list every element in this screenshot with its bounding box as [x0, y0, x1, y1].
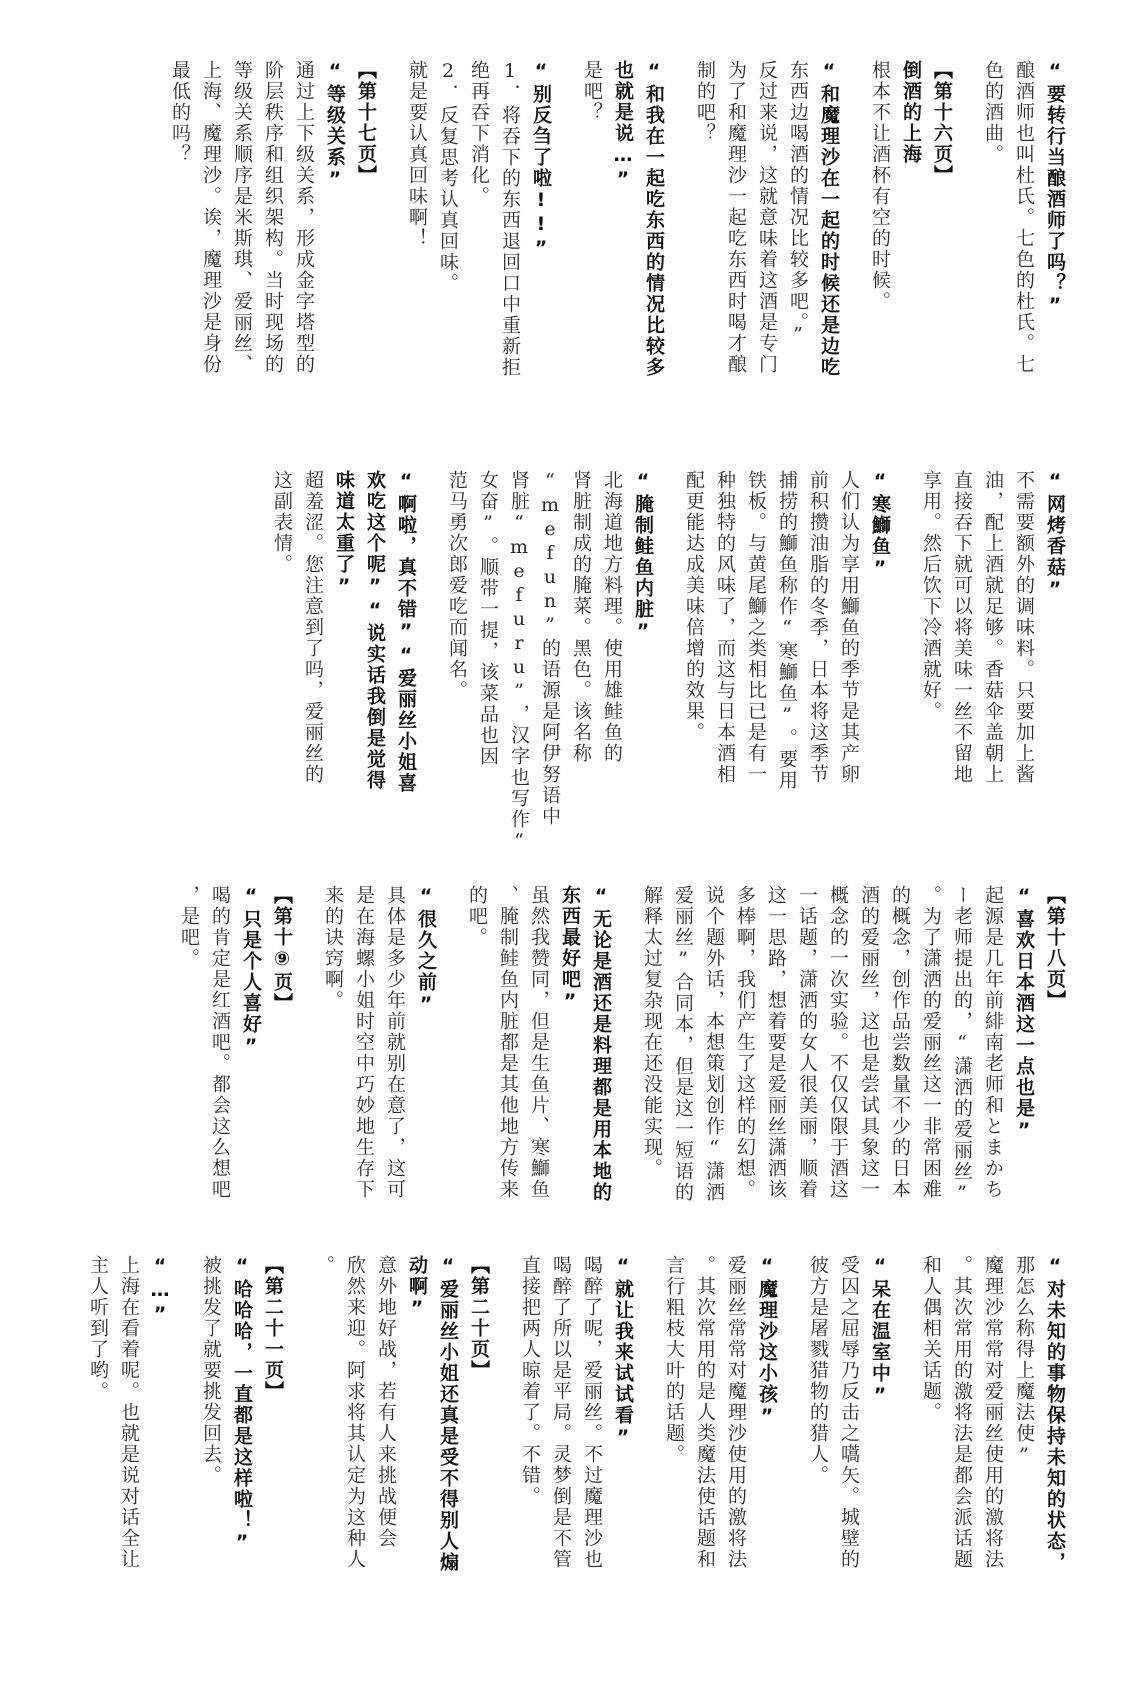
body-line: 色的酒曲。 — [982, 60, 1004, 165]
annotation-block — [658, 1255, 782, 1645]
body-line: 喝醉了所以是平局。灵梦倒是不管 — [550, 1255, 572, 1570]
body-line: 是吧？ — [581, 60, 603, 123]
annotation-block — [802, 1255, 895, 1645]
annotation-block — [173, 885, 297, 1270]
annotation-block — [915, 470, 1070, 880]
body-line: 具体是多少年前就别在意了，这可 — [384, 885, 406, 1200]
annotation-block — [308, 1255, 494, 1645]
body-line: 肾脏制成的腌菜。黑色。该名称 — [570, 470, 592, 764]
body-line: 捕捞的鰤鱼称作“寒鰤鱼”。要用 — [776, 470, 798, 791]
heading-line: “和我在一起吃东西的情况比较多 — [643, 60, 665, 378]
heading-line: “魔理沙这小孩” — [756, 1255, 778, 1429]
body-line: 喝醉了呢，爱丽丝。不过魔理沙也 — [581, 1255, 603, 1570]
body-line: 为了和魔理沙一起吃东西时喝才酿 — [725, 60, 747, 375]
body-line: 来的诀窍啊。 — [322, 885, 344, 1011]
body-line: 酿酒师也叫杜氏。七色的杜氏。七 — [1013, 60, 1035, 375]
body-line: 范马勇次郎爱吃而闻名。 — [446, 470, 468, 701]
annotation-block — [977, 60, 1070, 480]
body-line: 言行粗枝大叶的话题。 — [663, 1255, 685, 1465]
body-line: 彼方是屠戮猎物的猎人。 — [807, 1255, 829, 1486]
heading-line: “就让我来试试看” — [612, 1255, 634, 1450]
heading-line: 【第十八页】 — [1044, 885, 1066, 1011]
body-line: 种独特的风味了，而这与日本酒相 — [714, 470, 736, 785]
body-line: 被挑发了就要挑发回去。 — [200, 1255, 222, 1486]
body-line: 喝的肯定是红酒吧。都会这么想吧 — [209, 885, 231, 1200]
heading-line: “哈哈哈，一直都是这样啦！” — [231, 1255, 253, 1555]
body-line: 北海道地方料理。使用雄鲑鱼的 — [601, 470, 623, 764]
body-line: 直接把两人晾着了。不错。 — [519, 1255, 541, 1507]
annotation-block — [514, 1255, 638, 1645]
body-line: 和人偶相关话题。 — [920, 1255, 942, 1423]
heading-line: 【第十七页】 — [355, 60, 377, 186]
heading-line: 也就是说…” — [612, 60, 634, 192]
text-band-lower — [87, 1255, 1070, 1645]
heading-line: 倒酒的上海 — [900, 60, 922, 165]
heading-line: 东西最好吧” — [559, 885, 581, 1014]
body-line: 这一思路，想着要是爱丽丝潇洒该 — [765, 885, 787, 1200]
body-line: 这副表情。 — [271, 470, 293, 575]
heading-line: 【第二十一页】 — [262, 1255, 284, 1402]
body-line: 上海在看着呢。也就是说对话全让 — [118, 1255, 140, 1570]
body-line: 根本不让酒杯有空的时候。 — [869, 60, 891, 312]
text-band-upper — [169, 60, 1070, 480]
body-line: 说个题外话，本想策划创作“潇洒 — [703, 885, 725, 1203]
body-line: 酒的爱丽丝，这也是尝试具象这一 — [858, 885, 880, 1200]
heading-line: “爱丽丝小姐还真是受不得别人煽 — [437, 1255, 459, 1573]
annotation-block — [82, 1255, 175, 1645]
body-line: 东西边喝酒的情况比较多吧。” — [787, 60, 809, 348]
heading-line: “对未知的事物保持未知的状态， — [1044, 1255, 1066, 1573]
body-line: 那怎么称得上魔法使” — [1013, 1255, 1035, 1468]
body-line: 欣然来迎。阿求将其认定为这种人 — [344, 1255, 366, 1570]
heading-line: 【第十⑨页】 — [271, 885, 293, 1014]
annotation-block — [636, 885, 1070, 1270]
body-line: 反过来说，这就意味着这酒是专门 — [756, 60, 778, 375]
body-line: 。为了潇洒的爱丽丝这一非常困难 — [920, 885, 942, 1200]
body-line: 就是要认真回味啊！ — [406, 60, 428, 249]
body-line: “mefun”的语源是阿伊努语中 — [539, 470, 561, 827]
body-line: 1．将吞下的东西退回口中重新拒 — [499, 60, 521, 378]
heading-line: “等级关系” — [324, 60, 346, 192]
body-line: 起源是几年前緋南老师和とまかち — [982, 885, 1004, 1200]
body-line: 。其次常用的是人类魔法使话题和 — [694, 1255, 716, 1570]
annotation-block — [461, 885, 616, 1270]
body-line: 虽然我赞同，但是生鱼片、寒鰤鱼 — [528, 885, 550, 1200]
body-line: 魔理沙常常对爱丽丝使用的激将法 — [982, 1255, 1004, 1570]
heading-line: “和魔理沙在一起的时候还是边吃 — [818, 60, 840, 378]
body-line: 主人听到了哟。 — [87, 1255, 109, 1402]
text-band-upper-middle — [180, 470, 1070, 880]
annotation-block — [164, 60, 381, 480]
body-line: 、腌制鲑鱼内脏都是其他地方传来 — [497, 885, 519, 1200]
body-line: 阶层秩序和组织架构。当时现场的 — [262, 60, 284, 375]
annotation-block — [576, 60, 669, 480]
annotation-block — [441, 470, 658, 880]
annotation-block — [864, 60, 957, 480]
heading-line: “很久之前” — [415, 885, 437, 1017]
body-line: 铁板。与黄尾鰤之类相比已是有一 — [745, 470, 767, 785]
body-line: 的吧。 — [466, 885, 488, 948]
heading-line: “腌制鲑鱼内脏” — [632, 470, 654, 644]
body-line: ，是吧。 — [178, 885, 200, 969]
body-line: 解释太过复杂现在还没能实现。 — [641, 885, 663, 1179]
heading-line: “寒鰤鱼” — [869, 470, 891, 581]
text-band-lower-middle — [180, 885, 1070, 1270]
annotation-block — [689, 60, 844, 480]
body-line: 是在海螺小姐时空中巧妙地生存下 — [353, 885, 375, 1200]
body-line: 受囚之屈辱乃反击之嚆矢。城壁的 — [838, 1255, 860, 1570]
body-line: 概念的一次实验。不仅仅限于酒这 — [827, 885, 849, 1200]
heading-line: “网烤香菇” — [1044, 470, 1066, 602]
heading-line: “无论是酒还是料理都是用本地的 — [590, 885, 612, 1203]
body-line: 配更能达成美味倍增的效果。 — [683, 470, 705, 743]
body-line: 多棒啊，我们产生了这样的幻想。 — [734, 885, 756, 1200]
body-line: 前积攒油脂的冬季，日本将这季节 — [807, 470, 829, 785]
body-line: 通过上下级关系，形成金字塔型的 — [293, 60, 315, 375]
body-line: 超羞涩。您注意到了吗，爱丽丝的 — [302, 470, 324, 785]
body-line: 肾脏“mefuru”，汉字也写作“ — [508, 470, 530, 854]
body-line: 的概念，创作品尝数量不少的日本 — [889, 885, 911, 1200]
body-line: 绝再吞下消化。 — [468, 60, 490, 207]
body-line: 。 — [313, 1255, 335, 1276]
annotation-block — [266, 470, 421, 880]
body-line: 享用。然后饮下冷酒就好。 — [920, 470, 942, 722]
body-line: 爱丽丝”合同本，但是这一短语的 — [672, 885, 694, 1203]
heading-line: “别反刍了啦!!” — [530, 60, 552, 261]
body-line: 上海、魔理沙。诶，魔理沙是身份 — [200, 60, 222, 375]
annotation-block — [915, 1255, 1070, 1645]
body-line: 2．反复思考认真回味。 — [437, 60, 459, 294]
heading-line: “要转行当酿酒师了吗？” — [1044, 60, 1066, 318]
heading-line: 动啊” — [406, 1255, 428, 1321]
body-line: 女奋”。顺带一提，该菜品也因 — [477, 470, 499, 767]
annotation-block — [401, 60, 556, 480]
body-line: 意外地好战，若有人来挑战便会 — [375, 1255, 397, 1549]
heading-line: 【第二十页】 — [468, 1255, 490, 1381]
annotation-block — [678, 470, 895, 880]
heading-line: “…” — [149, 1255, 171, 1327]
body-line: 最低的吗？ — [169, 60, 191, 165]
heading-line: “呆在温室中” — [869, 1255, 891, 1408]
heading-line: “啊啦，真不错”“爱丽丝小姐喜 — [395, 470, 417, 794]
body-line: 一话题，潇洒的女人很美丽，顺着 — [796, 885, 818, 1200]
annotation-block — [317, 885, 441, 1270]
body-line: 直接吞下就可以将美味一丝不留地 — [951, 470, 973, 785]
body-line: 人们认为享用鰤鱼的季节是其产卵 — [838, 470, 860, 785]
heading-line: 【第十六页】 — [931, 60, 953, 186]
heading-line: “只是个人喜好” — [240, 885, 262, 1059]
body-line: 制的吧？ — [694, 60, 716, 144]
body-line: 油，配上酒就足够。香菇伞盖朝上 — [982, 470, 1004, 785]
body-line: 。其次常用的激将法是都会派话题 — [951, 1255, 973, 1570]
body-line: 不需要额外的调味料。只要加上酱 — [1013, 470, 1035, 785]
heading-line: “喜欢日本酒这一点也是” — [1013, 885, 1035, 1143]
body-line: 等级关系顺序是米斯琪、爱丽丝、 — [231, 60, 253, 375]
body-line: 爱丽丝常常对魔理沙使用的激将法 — [725, 1255, 747, 1570]
body-line: ー老师提出的，“潇洒的爱丽丝” — [951, 885, 973, 1206]
heading-line: 味道太重了” — [333, 470, 355, 599]
annotation-block — [195, 1255, 288, 1645]
heading-line: 欢吃这个呢”“说实话我倒是觉得 — [364, 470, 386, 791]
